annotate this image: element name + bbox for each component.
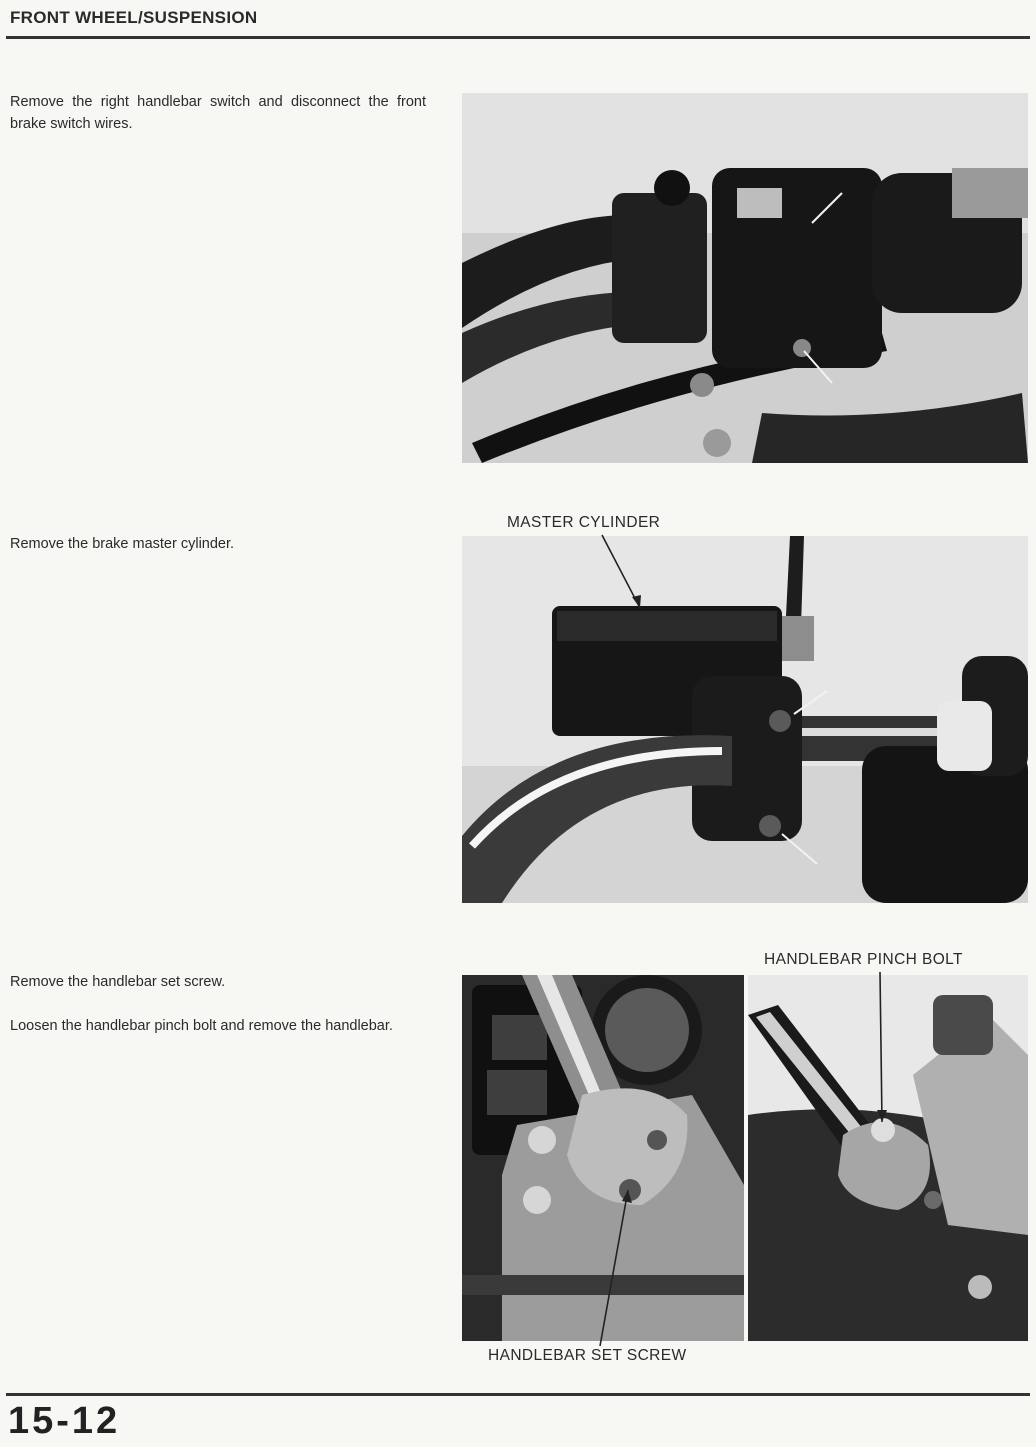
- pinch-bolt-label: HANDLEBAR PINCH BOLT: [764, 951, 963, 968]
- master-cylinder-photo: [462, 536, 1028, 903]
- step-remove-set-screw: Remove the handlebar set screw.: [10, 974, 226, 990]
- set-screw-label: HANDLEBAR SET SCREW: [488, 1347, 687, 1364]
- section-title: FRONT WHEEL/SUSPENSION: [10, 8, 258, 27]
- step-remove-master-cylinder: Remove the brake master cylinder.: [10, 536, 235, 552]
- handlebar-pinch-bolt-photo: [748, 975, 1028, 1341]
- handlebar-switch-photo: [462, 93, 1028, 463]
- step-remove-switch: Remove the right handlebar switch and disconnect the front brake switch wires.: [10, 94, 426, 132]
- master-cylinder-label: MASTER CYLINDER: [507, 514, 661, 531]
- handlebar-set-screw-photo: [462, 975, 744, 1341]
- page-number: 15-12: [8, 1400, 121, 1442]
- step-loosen-pinch-bolt: Loosen the handlebar pinch bolt and remove the handlebar.: [10, 1018, 393, 1034]
- header-rule: [6, 36, 1030, 39]
- footer-rule: [6, 1393, 1030, 1396]
